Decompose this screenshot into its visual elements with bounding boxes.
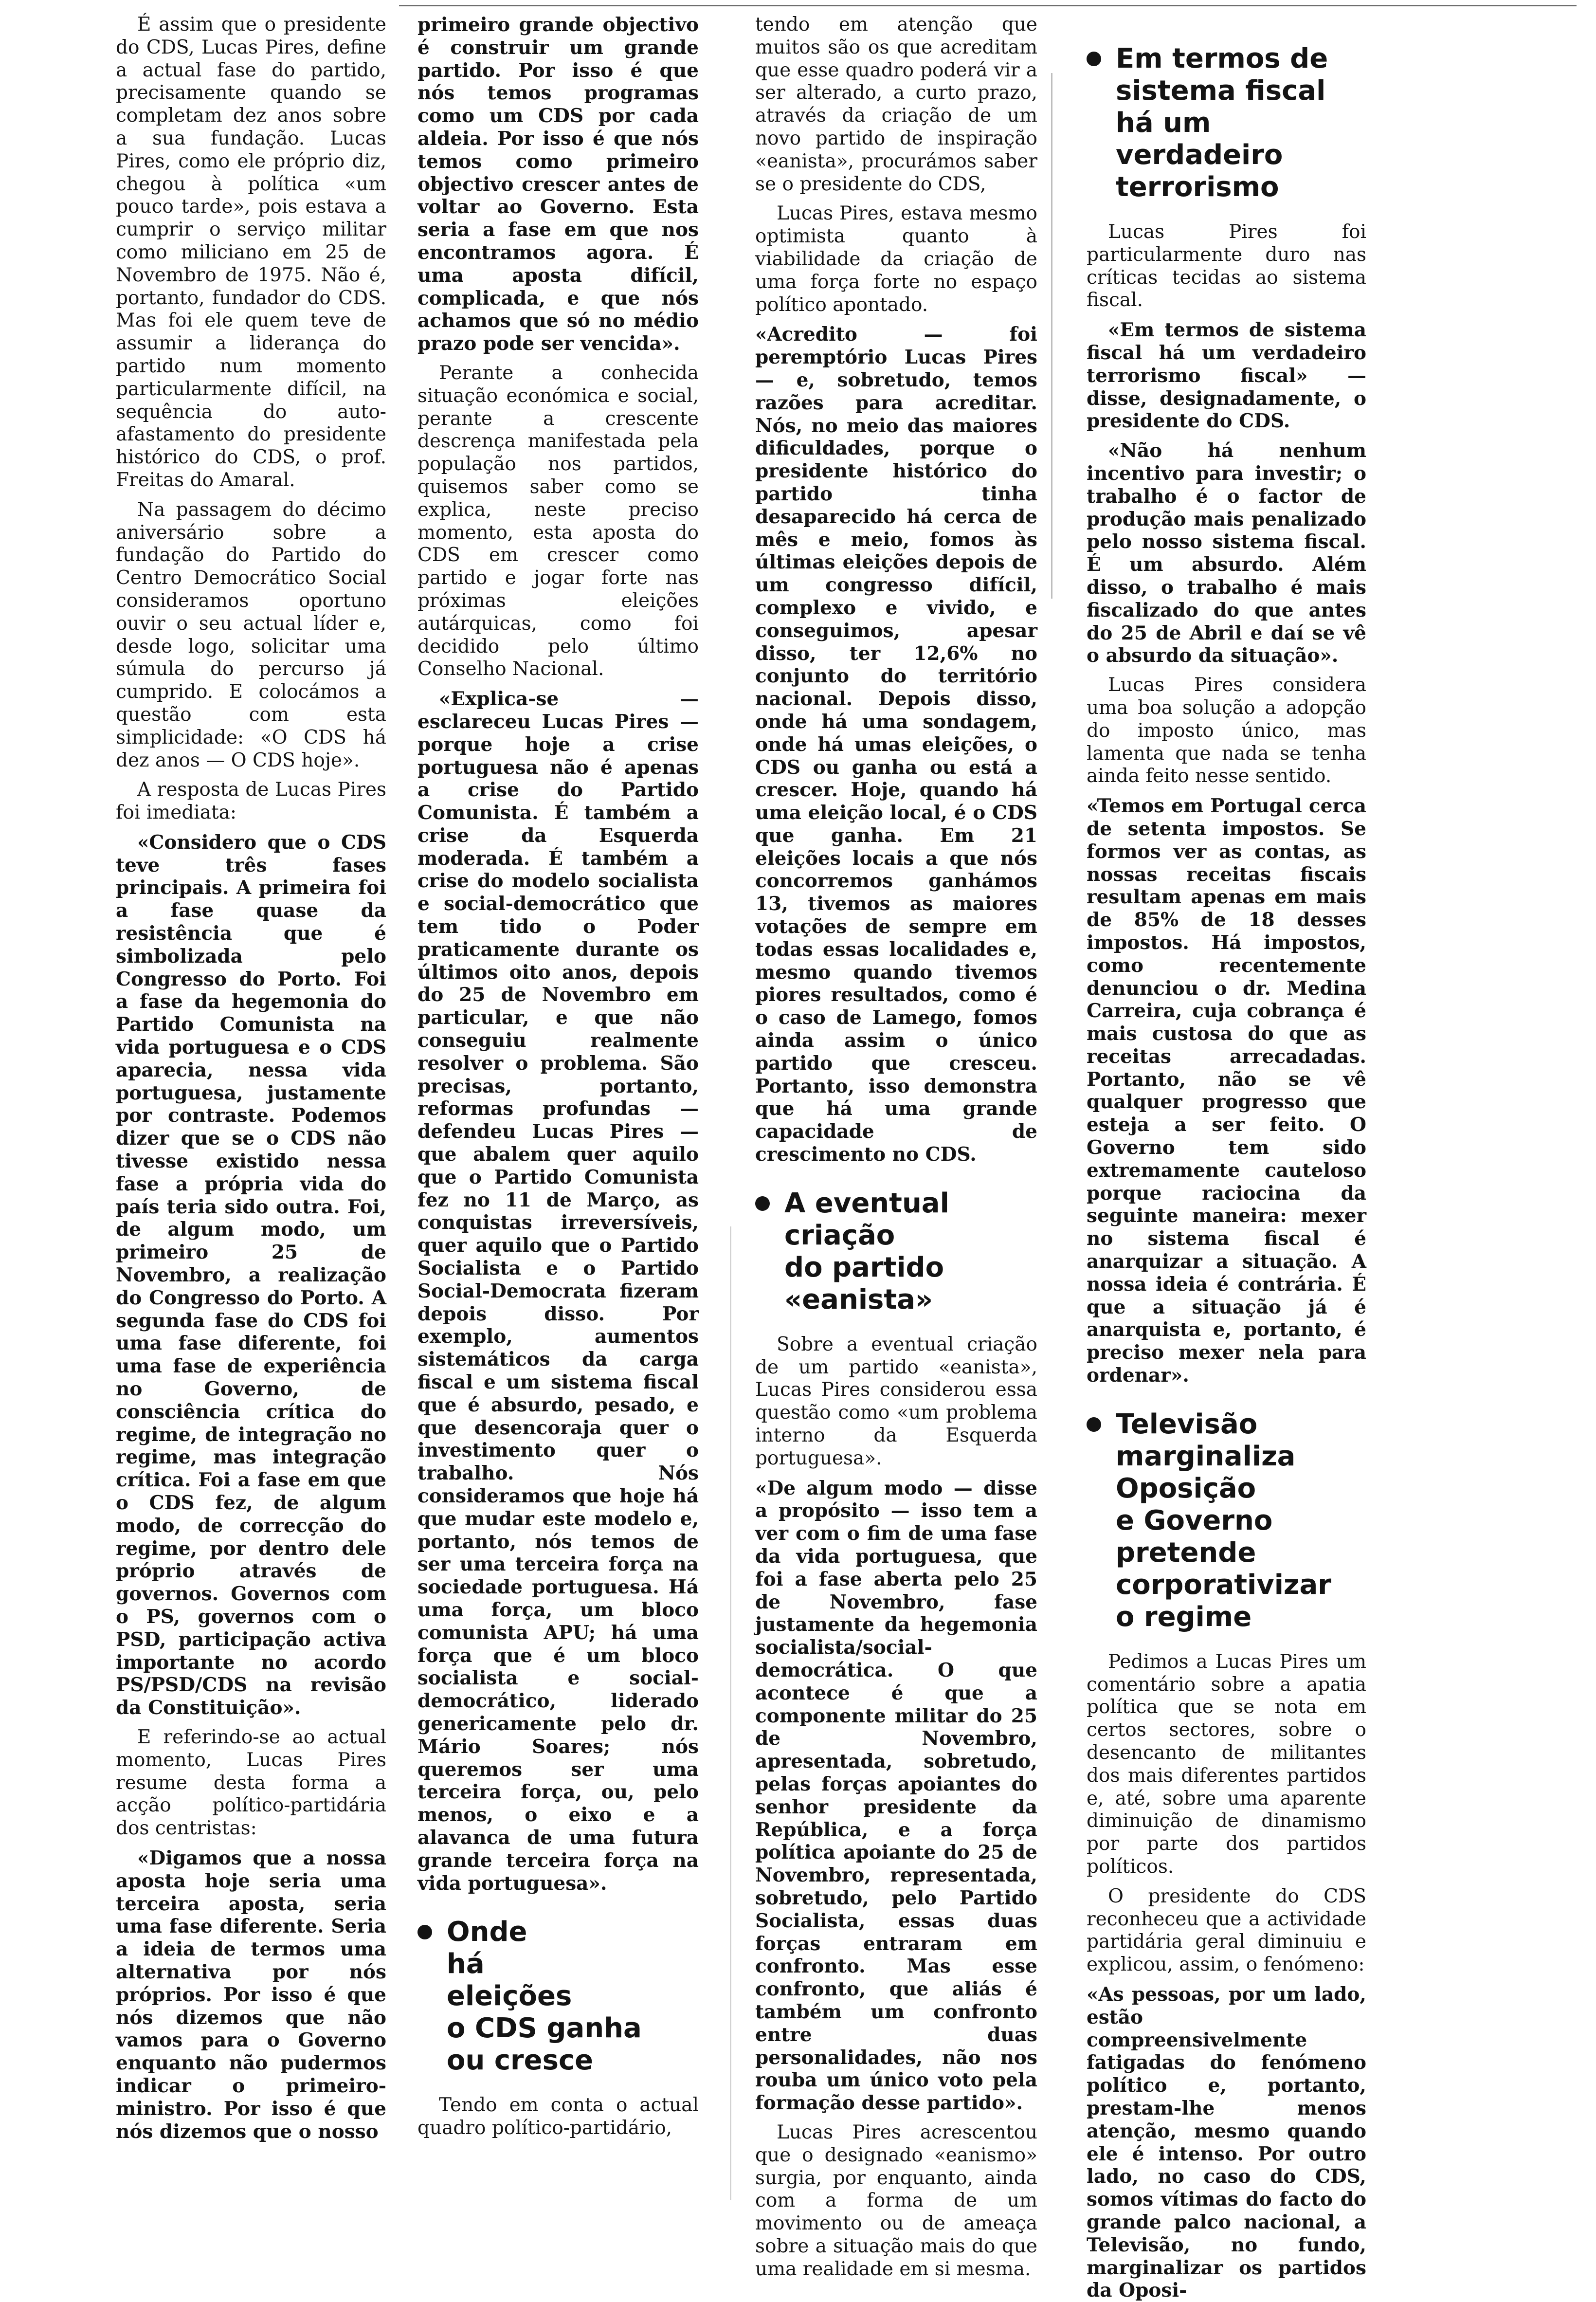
paragraph: Pedimos a Lucas Pires um comentário sobre a apatia política que se nota em certos sectores, sobre o desencanto de militantes dos mais diferentes partidos e, até, sobre uma aparente diminuição de dinamismo por parte dos partidos políticos.: [1087, 1650, 1366, 1878]
text-group: [755, 1334, 1037, 2281]
paragraph: Na passagem do décimo aniversário sobre a fundação do Partido do Centro Democrático Social consideramos oportuno ouvir o seu actual líder e, desde logo, solicitar uma súmula do percurso já cumprido. E colocámos a questão com esta simplicidade: «O CDS há dez anos — O CDS hoje».: [116, 498, 386, 771]
heading-line: corporativizar: [1116, 1569, 1331, 1601]
heading-line: há um: [1116, 107, 1211, 139]
subheading-eventual-criacao: [755, 1188, 1037, 1316]
paragraph: Sobre a eventual criação de um partido «eanista», Lucas Pires considerou essa questão como «um problema interno da Esquerda portuguesa».: [755, 1333, 1037, 1469]
top-rule: [399, 5, 1577, 6]
column-rule: [1051, 73, 1052, 599]
heading-line: verdadeiro: [1116, 139, 1283, 171]
paragraph: É assim que o presidente do CDS, Lucas Pires, define a actual fase do partido, precisamente quando se completam dez anos sobre a sua fundação. Lucas Pires, como ele próprio diz, chegou à política «um pouco tarde», pois estava a cumprir o serviço militar como miliciano em 25 de Novembro de 1975. Não é, portanto, fundador do CDS. Mas foi ele quem teve de assumir a liderança do partido num momento particularmente difícil, na sequência do auto-afastamento do presidente histórico do CDS, o prof. Freitas do Amaral.: [116, 14, 386, 491]
column-1: [116, 14, 386, 2143]
paragraph: «Temos em Portugal cerca de setenta impostos. Se formos ver as contas, as nossas receitas fiscais resultam apenas em mais de 85% de 18 desses impostos. Há impostos, como recentemente denunciou o dr. Medina Carreira, cuja cobrança é mais custosa do que as receitas arrecadadas. Portanto, não se vê qualquer progresso que esteja a ser feito. O Governo tem sido extremamente cauteloso porque raciocina da seguinte maneira: mexer no sistema fiscal é anarquizar a situação. A nossa ideia é contrária. É que a situação já é anarquista e, portanto, é preciso mexer nela para ordenar».: [1087, 795, 1366, 1387]
text-group: [417, 2094, 699, 2140]
heading-line: marginaliza: [1116, 1440, 1296, 1472]
heading-line: Televisão: [1116, 1408, 1258, 1440]
column-3: [755, 14, 1037, 2281]
paragraph: E referindo-se ao actual momento, Lucas Pires resume desta forma a acção político-partidária dos centristas:: [116, 1726, 386, 1840]
heading-line: Em termos de: [1116, 43, 1328, 74]
paragraph: Tendo em conta o actual quadro político-partidário,: [417, 2094, 699, 2139]
heading-line: Oposição: [1116, 1472, 1256, 1504]
paragraph: Lucas Pires foi particularmente duro nas críticas tecidas ao sistema fiscal.: [1087, 221, 1366, 311]
heading-line: terrorismo: [1116, 171, 1279, 203]
heading-line: eleições: [447, 1980, 572, 2012]
bullet-dot: [755, 1196, 770, 1211]
paragraph: O presidente do CDS reconheceu que a actividade partidária geral diminuiu e explicou, assim, o fenómeno:: [1087, 1885, 1366, 1976]
heading-line: e Governo: [1116, 1504, 1273, 1536]
paragraph: «As pessoas, por um lado, estão compreensivelmente fatigadas do fenómeno político e, portanto, prestam-lhe menos atenção, mesmo quando ele é intenso. Por outro lado, no caso do CDS, somos vítimas do facto do grande palco nacional, a Televisão, no fundo, marginalizar os partidos da Oposi-: [1087, 1983, 1366, 2302]
text-group: [1087, 1651, 1366, 2302]
heading-line: pretende: [1116, 1536, 1256, 1569]
subheading-onde-ha-eleicoes: [417, 1916, 699, 2077]
text-group: [116, 14, 386, 2143]
heading-line: o CDS ganha: [447, 2012, 642, 2045]
paragraph: A resposta de Lucas Pires foi imediata:: [116, 779, 386, 824]
text-group: [1087, 221, 1366, 1387]
paragraph: Lucas Pires considera uma boa solução a adopção do imposto único, mas lamenta que nada se tenha ainda feito nesse sentido.: [1087, 674, 1366, 787]
heading-line: A eventual: [784, 1187, 949, 1219]
paragraph: Lucas Pires acrescentou que o designado «eanismo» surgia, por enquanto, ainda com a forma de um movimento ou de ameaça sobre a situação mais do que uma realidade em si mesma.: [755, 2121, 1037, 2280]
paragraph: «Não há nenhum incentivo para investir; o trabalho é o factor de produção mais penalizado pelo nosso sistema fiscal. É um absurdo. Além disso, o trabalho é mais fiscalizado do que antes do 25 de Abril e daí se vê o absurdo da situação».: [1087, 439, 1366, 667]
paragraph: «Digamos que a nossa aposta hoje seria uma terceira aposta, seria uma fase diferente. Seria a ideia de termos uma alternativa por nós próprios. Por isso é que nós dizemos que não vamos para o Governo enquanto não pudermos indicar o primeiro-ministro. Por isso é que nós dizemos que o nosso: [116, 1846, 386, 2143]
paragraph: «Em termos de sistema fiscal há um verdadeiro terrorismo fiscal» — disse, designadamente, o presidente do CDS.: [1087, 319, 1366, 433]
paragraph: «Acredito — foi peremptório Lucas Pires — e, sobretudo, temos razões para acreditar. Nós, no meio das maiores dificuldades, porque o presidente histórico do partido tinha desaparecido há cerca de mês e meio, fomos às últimas eleições depois de um congresso difícil, complexo e vivido, e conseguimos, apesar disso, ter 12,6% no conjunto do território nacional. Depois disso, onde há uma sondagem, onde há umas eleições, o CDS ou ganha ou está a crescer. Hoje, quando há uma eleição local, é o CDS que ganha. Em 21 eleições locais a que nós concorremos ganhámos 13, tivemos as maiores votações de sempre em todas essas localidades e, mesmo quando tivemos piores resultados, como é o caso de Lamego, fomos ainda assim o único partido que cresceu. Portanto, isso demonstra que há uma grande capacidade de crescimento no CDS.: [755, 323, 1037, 1166]
paragraph: Perante a conhecida situação económica e social, perante a crescente descrença manifestada pela população nos partidos, quisemos saber como se explica, neste preciso momento, esta aposta do CDS em crescer como partido e jogar forte nas próximas eleições autárquicas, como foi decidido pelo último Conselho Nacional.: [417, 362, 699, 680]
text-group: [755, 14, 1037, 1166]
bullet-dot: [417, 1925, 432, 1939]
text-group: [417, 14, 699, 1895]
heading-line: o regime: [1116, 1601, 1252, 1633]
column-rule: [730, 1226, 731, 2200]
heading-line: «eanista»: [784, 1283, 933, 1315]
bullet-dot: [1087, 1417, 1101, 1432]
paragraph: «Considero que o CDS teve três fases principais. A primeira foi a fase quase da resistência que é simbolizada pelo Congresso do Porto. Foi a fase da hegemonia do Partido Comunista na vida portuguesa e o CDS aparecia, nessa vida portuguesa, justamente por contraste. Podemos dizer que se o CDS não tivesse existido nessa fase a própria vida do país teria sido outra. Foi, de algum modo, um primeiro 25 de Novembro, a realização do Congresso do Porto. A segunda fase do CDS foi uma fase diferente, foi uma fase de experiência no Governo, de consciência crítica do regime, de integração no regime, mas integração crítica. Foi a fase em que o CDS fez, de algum modo, de correcção do regime, por dentro dele próprio através de governos. Governos com o PS, governos com o PSD, participação activa importante no acordo PS/PSD/CDS na revisão da Constituição».: [116, 831, 386, 1719]
column-4: [1087, 14, 1366, 2302]
subheading-televisao: [1087, 1408, 1366, 1633]
paragraph: «De algum modo — disse a propósito — isso tem a ver com o fim de uma fase da vida portuguesa, que foi a fase aberta pelo 25 de Novembro, fase justamente da hegemonia socialista/social-democrática. O que acontece é que a componente militar do 25 de Novembro, apresentada, sobretudo, pelas forças apoiantes do senhor presidente da República, e a força política apoiante do 25 de Novembro, representada, sobretudo, pelo Partido Socialista, essas duas forças entraram em confronto. Mas esse confronto, que aliás é também um confronto entre duas personalidades, não nos rouba um único voto pela formação desse partido».: [755, 1477, 1037, 2115]
subheading-sistema-fiscal: [1087, 43, 1366, 203]
heading-line: criação: [784, 1219, 895, 1251]
paragraph: «Explica-se — esclareceu Lucas Pires — porque hoje a crise portuguesa não é apenas a crise do Partido Comunista. É também a crise da Esquerda moderada. É também a crise do modelo socialista e social-democrático que tem tido o Poder praticamente durante os últimos oito anos, depois do 25 de Novembro em particular, e que não conseguiu realmente resolver o problema. São precisas, portanto, reformas profundas — defendeu Lucas Pires —que abalem quer aquilo que o Partido Comunista fez no 11 de Março, as conquistas irreversíveis, quer aquilo que o Partido Socialista e o Partido Social-Democrata fizeram depois disso. Por exemplo, aumentos sistemáticos da carga fiscal e um sistema fiscal que é absurdo, pesado, e que desencoraja quer o investimento quer o trabalho. Nós consideramos que hoje há que mudar este modelo e, portanto, nós temos de ser uma terceira força na sociedade portuguesa. Há uma força, um bloco comunista APU; há uma força que é um bloco socialista e social-democrático, liderado genericamente pelo dr. Mário Soares; nós queremos ser uma terceira força, ou, pelo menos, o eixo e a alavanca de uma futura grande terceira força na vida portuguesa».: [417, 688, 699, 1895]
heading-line: do partido: [784, 1251, 944, 1283]
heading-line: Onde: [447, 1916, 527, 1948]
paragraph: tendo em atenção que muitos são os que acreditam que esse quadro poderá vir a ser alterado, a curto prazo, através da criação de um novo partido de inspiração «eanista», procurámos saber se o presidente do CDS,: [755, 14, 1037, 195]
bullet-dot: [1087, 52, 1101, 66]
heading-line: ou cresce: [447, 2045, 594, 2077]
column-2: [417, 14, 699, 2140]
heading-line: sistema fiscal: [1116, 75, 1326, 107]
paragraph: Lucas Pires, estava mesmo optimista quanto à viabilidade da criação de uma força forte no espaço político apontado.: [755, 202, 1037, 316]
paragraph: primeiro grande objectivo é construir um grande partido. Por isso é que nós temos programas como um CDS por cada aldeia. Por isso é que nós temos como primeiro objectivo crescer antes de voltar ao Governo. Esta seria a fase em que nos encontramos agora. É uma aposta difícil, complicada, e que nós achamos que só no médio prazo pode ser vencida».: [417, 14, 699, 355]
heading-line: há: [447, 1948, 485, 1980]
